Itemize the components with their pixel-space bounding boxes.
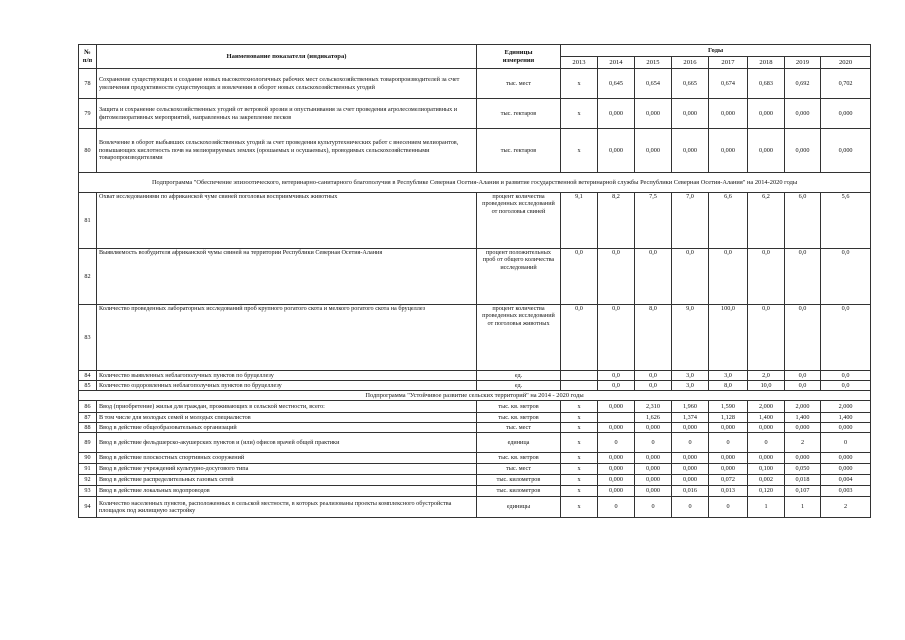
value-cell: 0,013 [709,486,748,497]
value-cell: 1,400 [821,413,871,423]
indicator-name: Выявляемость возбудителя африканской чумы свиней на территории Республики Северная Осетия-Алания [97,249,477,305]
value-cell: 7,0 [672,193,709,249]
row-number: 80 [79,129,97,173]
table-row [79,433,871,453]
header-year-2013: 2013 [561,57,598,69]
table-row [79,497,871,518]
value-cell: 0,0 [821,371,871,381]
unit-cell: тыс. мест [477,423,561,433]
value-cell: 0,0 [672,249,709,305]
value-cell: 2,000 [821,401,871,413]
unit-cell: тыс. мест [477,69,561,99]
value-cell: 0,000 [709,99,748,129]
value-cell: x [561,401,598,413]
value-cell: 0,107 [785,486,821,497]
value-cell: 0,004 [821,475,871,486]
indicator-name: Сохранение существующих и создание новых высокотехнологичных рабочих мест сельскохозяйственных товаропроизводителей за счет увеличения продуктивности существующих и вовлечения в оборот новых сельскохозяйственных угодий [97,69,477,99]
unit-cell: единицы [477,497,561,518]
value-cell: 3,0 [709,371,748,381]
value-cell: 0 [748,433,785,453]
header-name: Наименование показателя (индикатора) [97,45,477,69]
value-cell: 0,000 [748,453,785,464]
header-num: № п/п [79,45,97,69]
value-cell: 0,018 [785,475,821,486]
value-cell: 0,000 [635,464,672,475]
table-row [79,423,871,433]
value-cell: 0,000 [785,129,821,173]
header-years-title: Годы [561,45,871,57]
header-year-2017: 2017 [709,57,748,69]
row-number: 78 [79,69,97,99]
value-cell: 1,128 [709,413,748,423]
value-cell: 1,626 [635,413,672,423]
table-row [79,305,871,371]
value-cell: 0,0 [785,249,821,305]
value-cell: 6,6 [709,193,748,249]
value-cell: 0,000 [635,486,672,497]
value-cell: 0,683 [748,69,785,99]
value-cell: 0,000 [821,99,871,129]
value-cell: 2,000 [785,401,821,413]
table-row [79,129,871,173]
indicator-name: Количество населенных пунктов, расположенных в сельской местности, в которых реализованы проекты комплексного обустройства площадок под жилищную застройку [97,497,477,518]
indicator-name: Ввод в действие общеобразовательных организаций [97,423,477,433]
value-cell: 0,692 [785,69,821,99]
value-cell: 1,400 [785,413,821,423]
value-cell: x [561,413,598,423]
row-number: 93 [79,486,97,497]
value-cell: 0 [598,433,635,453]
value-cell: 0,674 [709,69,748,99]
value-cell: 0,0 [598,371,635,381]
indicator-name: Защита и сохранение сельскохозяйственных угодий от ветровой эрозии и опустынивания за счет проведения агролесомелиоративных и фитомелиоративных мероприятий, направленных на закрепление песков [97,99,477,129]
value-cell: 0,000 [672,464,709,475]
value-cell: 0,0 [635,249,672,305]
value-cell: 0,0 [598,249,635,305]
value-cell: 0,000 [598,423,635,433]
value-cell: 0,665 [672,69,709,99]
header-year-2014: 2014 [598,57,635,69]
indicator-name: Ввод (приобретение) жилья для граждан, проживающих в сельской местности, всего: [97,401,477,413]
header-unit: Единицы измерения [477,45,561,69]
table-row [79,453,871,464]
value-cell: 0,0 [561,305,598,371]
value-cell [561,371,598,381]
value-cell: 0,0 [821,305,871,371]
value-cell: 0,000 [598,401,635,413]
value-cell: 1,590 [709,401,748,413]
value-cell: 0,000 [598,99,635,129]
value-cell: 0,0 [561,249,598,305]
value-cell: 0 [635,497,672,518]
header-year-2016: 2016 [672,57,709,69]
table-row [79,381,871,391]
unit-cell: тыс. мест [477,464,561,475]
value-cell: 0,100 [748,464,785,475]
value-cell: 0,0 [598,305,635,371]
value-cell: 8,0 [635,305,672,371]
value-cell: 0,0 [821,381,871,391]
unit-cell: тыс. кв. метров [477,401,561,413]
value-cell: 0,000 [635,453,672,464]
value-cell: x [561,129,598,173]
value-cell: 0 [709,433,748,453]
value-cell: 0,000 [672,99,709,129]
table-row [79,99,871,129]
unit-cell: тыс. километров [477,475,561,486]
value-cell: 0,000 [635,423,672,433]
value-cell: 10,0 [748,381,785,391]
value-cell: 0,0 [785,371,821,381]
value-cell: 0,050 [785,464,821,475]
unit-cell: ед. [477,371,561,381]
value-cell: 2,0 [748,371,785,381]
value-cell: 0,000 [785,99,821,129]
row-number: 86 [79,401,97,413]
indicator-table [78,44,871,518]
row-number: 88 [79,423,97,433]
table-row [79,413,871,423]
value-cell: 0,016 [672,486,709,497]
row-number: 83 [79,305,97,371]
header-year-2018: 2018 [748,57,785,69]
indicator-table-sheet [78,44,870,518]
value-cell: 0,000 [672,129,709,173]
value-cell: 6,2 [748,193,785,249]
indicator-name: Охват исследованиями по африканской чуме свиней поголовья восприимчивых животных [97,193,477,249]
indicator-name: Количество выявленных неблагополучных пунктов по бруцеллезу [97,371,477,381]
value-cell: 0,000 [709,453,748,464]
value-cell: 0,702 [821,69,871,99]
unit-cell: тыс. кв. метров [477,453,561,464]
subprogram-row [79,173,871,193]
value-cell: 0,000 [821,129,871,173]
value-cell: 2,310 [635,401,672,413]
header-year-2020: 2020 [821,57,871,69]
unit-cell: процент количества проведенных исследований от поголовья животных [477,305,561,371]
row-number: 94 [79,497,97,518]
value-cell: 0 [635,433,672,453]
row-number: 87 [79,413,97,423]
value-cell: 0,002 [748,475,785,486]
value-cell: x [561,475,598,486]
value-cell: 0,000 [598,486,635,497]
row-number: 85 [79,381,97,391]
table-row [79,475,871,486]
indicator-name: Ввод в действие распределительных газовых сетей [97,475,477,486]
value-cell: 7,5 [635,193,672,249]
value-cell: x [561,464,598,475]
value-cell: 0 [821,433,871,453]
value-cell: 0,645 [598,69,635,99]
table-row [79,464,871,475]
row-number: 84 [79,371,97,381]
value-cell: 1,374 [672,413,709,423]
value-cell: 0,000 [748,423,785,433]
value-cell: 1,960 [672,401,709,413]
table-row [79,371,871,381]
value-cell: 0,000 [709,423,748,433]
value-cell: 1 [785,497,821,518]
value-cell: 8,2 [598,193,635,249]
value-cell: 2 [821,497,871,518]
value-cell: 0,000 [672,423,709,433]
value-cell: 0,000 [785,423,821,433]
indicator-name: Ввод в действие локальных водопроводов [97,486,477,497]
value-cell: 0,0 [635,371,672,381]
value-cell: 0,120 [748,486,785,497]
value-cell: x [561,486,598,497]
value-cell: x [561,433,598,453]
value-cell: 0,0 [785,381,821,391]
value-cell [598,413,635,423]
value-cell: 0 [709,497,748,518]
unit-cell: единица [477,433,561,453]
value-cell: 0 [598,497,635,518]
table-row [79,249,871,305]
indicator-name: Ввод в действие фельдшерско-акушерских пунктов и (или) офисов врачей общей практики [97,433,477,453]
subprogram-title: Подпрограмма "Устойчивое развитие сельских территорий" на 2014 - 2020 годы [79,391,871,401]
value-cell: x [561,423,598,433]
value-cell: 0,072 [709,475,748,486]
row-number: 91 [79,464,97,475]
value-cell: 0,000 [598,129,635,173]
unit-cell: тыс. гектаров [477,99,561,129]
value-cell: 0,000 [598,475,635,486]
value-cell: 0,003 [821,486,871,497]
row-number: 90 [79,453,97,464]
value-cell: 0,000 [821,464,871,475]
value-cell: 0,0 [785,305,821,371]
value-cell: 6,0 [785,193,821,249]
unit-cell: тыс. гектаров [477,129,561,173]
value-cell: 100,0 [709,305,748,371]
value-cell: 2,000 [748,401,785,413]
value-cell: 9,0 [672,305,709,371]
unit-cell: процент количества проведенных исследований от поголовья свиней [477,193,561,249]
value-cell: 0,000 [709,464,748,475]
row-number: 89 [79,433,97,453]
value-cell: 0,000 [598,464,635,475]
value-cell: 0 [672,497,709,518]
value-cell: 0,0 [598,381,635,391]
value-cell: 0,000 [821,453,871,464]
subprogram-title: Подпрограмма "Обеспечение эпизоотического, ветеринарно-санитарного благополучия в Республике Северная Осетия-Алания и развитие государственной ветеринарной службы Республики Северная Осетия-Алания" на 2014-2020 годы [79,173,871,193]
value-cell: 0,0 [709,249,748,305]
value-cell: 0,000 [748,129,785,173]
value-cell: 0,000 [672,453,709,464]
subprogram-row [79,391,871,401]
indicator-name: Количество проведенных лабораторных исследований проб крупного рогатого скота и мелкого рогатого скота на бруцеллез [97,305,477,371]
value-cell: 0,000 [709,129,748,173]
value-cell: x [561,69,598,99]
indicator-name: Ввод в действие плоскостных спортивных сооружений [97,453,477,464]
value-cell: x [561,497,598,518]
value-cell: 3,0 [672,381,709,391]
value-cell: 0,0 [635,381,672,391]
value-cell: 0,000 [672,475,709,486]
table-row [79,486,871,497]
unit-cell: ед. [477,381,561,391]
unit-cell: тыс. километров [477,486,561,497]
value-cell: 8,0 [709,381,748,391]
value-cell: 1,400 [748,413,785,423]
row-number: 79 [79,99,97,129]
value-cell: 3,0 [672,371,709,381]
value-cell: 0,000 [598,453,635,464]
value-cell: 0,0 [748,249,785,305]
indicator-name: Ввод в действие учреждений культурно-досугового типа [97,464,477,475]
table-row [79,69,871,99]
value-cell: 0 [672,433,709,453]
value-cell: 1 [748,497,785,518]
value-cell: x [561,99,598,129]
value-cell: 9,1 [561,193,598,249]
value-cell: 0,000 [748,99,785,129]
row-number: 82 [79,249,97,305]
row-number: 81 [79,193,97,249]
value-cell [561,381,598,391]
table-row [79,401,871,413]
unit-cell: процент положительных проб от общего количества исследований [477,249,561,305]
table-row [79,193,871,249]
value-cell: 2 [785,433,821,453]
indicator-name: В том числе для молодых семей и молодых специалистов [97,413,477,423]
unit-cell: тыс. кв. метров [477,413,561,423]
indicator-name: Количество оздоровленных неблагополучных пунктов по бруцеллезу [97,381,477,391]
indicator-name: Вовлечение в оборот выбывших сельскохозяйственных угодий за счет проведения культуртехнических работ с внесением мелиорантов, повышающих кислотность почв на мелиорируемых землях (орошаемых и осушаемых), проводимых сельскохозяйственными товаропроизводителями [97,129,477,173]
value-cell: 0,000 [635,99,672,129]
value-cell: 0,000 [785,453,821,464]
row-number: 92 [79,475,97,486]
value-cell: 0,000 [821,423,871,433]
header-year-2015: 2015 [635,57,672,69]
value-cell: 5,6 [821,193,871,249]
header-year-2019: 2019 [785,57,821,69]
value-cell: 0,654 [635,69,672,99]
value-cell: 0,000 [635,475,672,486]
value-cell: 0,0 [748,305,785,371]
value-cell: 0,0 [821,249,871,305]
value-cell: 0,000 [635,129,672,173]
value-cell: x [561,453,598,464]
